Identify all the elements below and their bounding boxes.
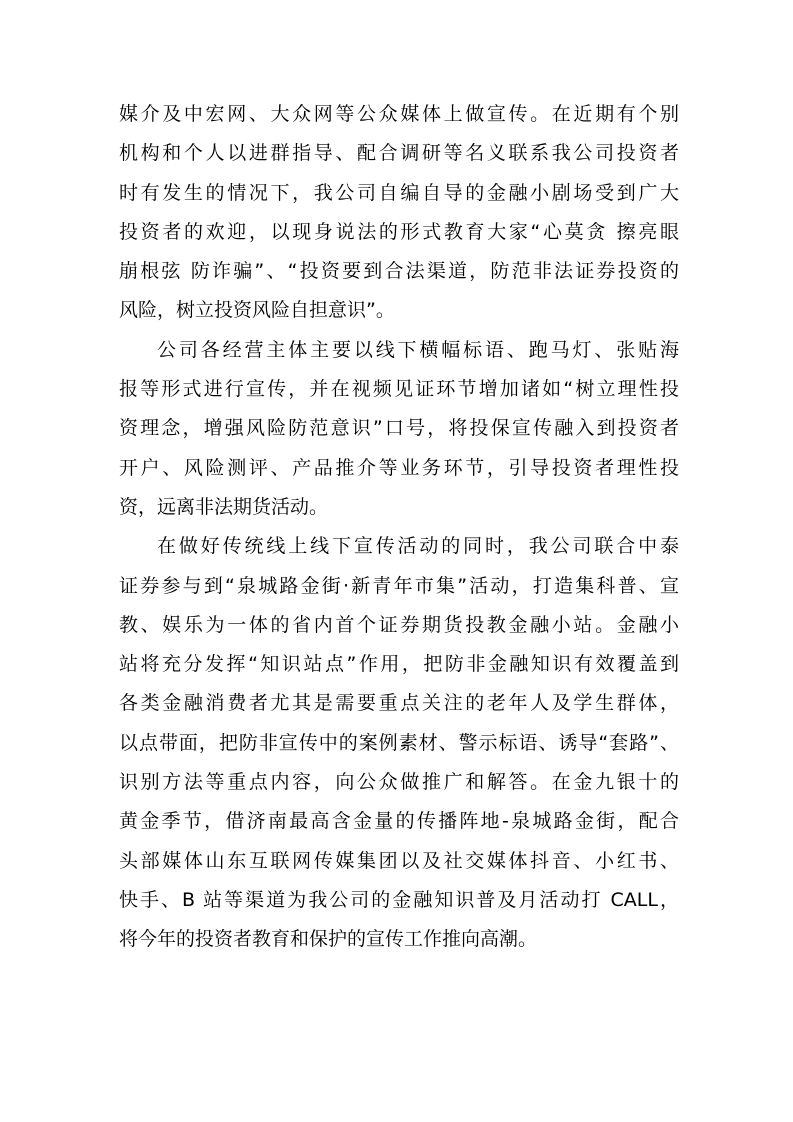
text-line: 机构和个人以进群指导、配合调研等名义联系我公司投资者 [119,142,679,165]
text-line: 资理念，增强风险防范意识”口号，将投保宣传融入到投资者 [119,417,679,440]
text-line: 崩根弦 防诈骗”、“投资要到合法渠道，防范非法证券投资的 [119,260,679,283]
text-line: 头部媒体山东互联网传媒集团以及社交媒体抖音、小红书、 [119,849,679,872]
text-line: 资，远离非法期货活动。 [119,495,329,518]
text-line: 开户、风险测评、产品推介等业务环节，引导投资者理性投 [119,456,679,479]
text-line: 媒介及中宏网、大众网等公众媒体上做宣传。在近期有个别 [119,103,679,125]
text-line: 公司各经营主体主要以线下横幅标语、跑马灯、张贴海 [157,338,679,361]
text-line: 在做好传统线上线下宣传活动的同时，我公司联合中泰 [157,535,679,558]
paragraph-2 [119,331,679,527]
text-line: 时有发生的情况下，我公司自编自导的金融小剧场受到广大 [119,181,679,204]
text-line: 以点带面，把防非宣传中的案例素材、警示标语、诱导“套路”、 [119,731,679,754]
text-line: 证券参与到“泉城路金街·新青年市集”活动，打造集科普、宣 [119,574,679,597]
text-line: 站将充分发挥“知识站点”作用，把防非金融知识有效覆盖到 [119,653,679,676]
text-line: 快手、B 站等渠道为我公司的金融知识普及月活动打 CALL， [119,888,679,911]
paragraph-3 [119,527,679,959]
body-text [119,95,679,960]
text-line: 教、娱乐为一体的省内首个证券期货投教金融小站。金融小 [119,613,679,636]
text-line: 黄金季节，借济南最高含金量的传播阵地-泉城路金街，配合 [119,810,679,833]
text-line: 投资者的欢迎，以现身说法的形式教育大家“心莫贪 擦亮眼 [119,220,679,243]
text-line: 识别方法等重点内容，向公众做推广和解答。在金九银十的 [119,771,679,794]
text-line: 各类金融消费者尤其是需要重点关注的老年人及学生群体， [119,692,679,715]
text-line: 将今年的投资者教育和保护的宣传工作推向高潮。 [119,928,538,951]
text-line: 报等形式进行宣传，并在视频见证环节增加诸如“树立理性投 [119,378,679,401]
paragraph-1 [119,95,679,331]
text-line: 风险，树立投资风险自担意识”。 [119,299,395,322]
